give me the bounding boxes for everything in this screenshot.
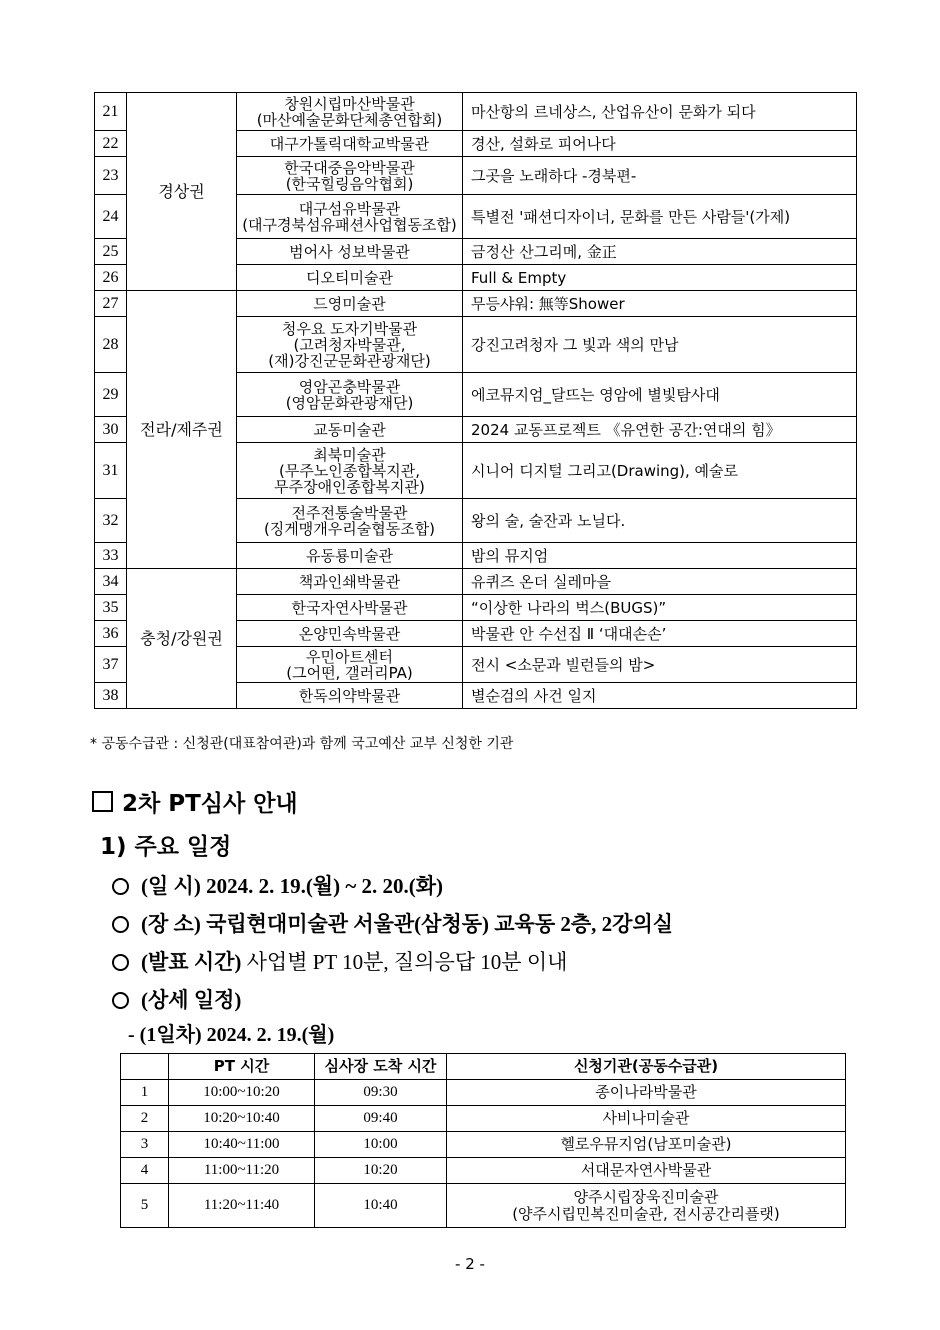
arrival-time: 09:30 bbox=[315, 1080, 447, 1106]
project-cell: 그곳을 노래하다 -경북편- bbox=[463, 157, 857, 195]
applicant-org: 양주시립장욱진미술관 (양주시립민복진미술관, 전시공간리플랫) bbox=[447, 1184, 846, 1228]
project-cell: 전시 <소문과 빌런들의 밤> bbox=[463, 647, 857, 683]
schedule-row bbox=[121, 1080, 846, 1106]
arrival-time: 09:40 bbox=[315, 1106, 447, 1132]
schedule-header-cell: PT 시간 bbox=[169, 1054, 315, 1080]
region-cell: 경상권 bbox=[127, 93, 237, 291]
schedule-number: 5 bbox=[121, 1184, 169, 1228]
table-row bbox=[95, 569, 857, 595]
project-cell: 금정산 산그리메, 金正 bbox=[463, 239, 857, 265]
row-number: 23 bbox=[95, 157, 127, 195]
row-number: 34 bbox=[95, 569, 127, 595]
bullet-location: (장 소) 국립현대미술관 서울관(삼청동) 교육동 2층, 2강의실 bbox=[112, 908, 673, 938]
circle-bullet-icon bbox=[112, 992, 129, 1009]
museum-cell: 유동룡미술관 bbox=[237, 543, 463, 569]
project-cell: 무등샤워: 無等Shower bbox=[463, 291, 857, 317]
checkbox-square-icon bbox=[92, 791, 113, 812]
circle-bullet-icon bbox=[112, 954, 129, 971]
museum-cell: 온양민속박물관 bbox=[237, 621, 463, 647]
row-number: 22 bbox=[95, 131, 127, 157]
museum-cell: 대구섬유박물관 (대구경북섬유패션사업협동조합) bbox=[237, 195, 463, 239]
row-number: 35 bbox=[95, 595, 127, 621]
arrival-time: 10:40 bbox=[315, 1184, 447, 1228]
museum-cell: 교동미술관 bbox=[237, 417, 463, 443]
table-row bbox=[95, 291, 857, 317]
schedule-number: 2 bbox=[121, 1106, 169, 1132]
row-number: 31 bbox=[95, 443, 127, 499]
subsection-title: 1) 주요 일정 bbox=[100, 834, 232, 860]
museum-cell: 책과인쇄박물관 bbox=[237, 569, 463, 595]
project-cell: 에코뮤지엄_달뜨는 영암에 별빛탐사대 bbox=[463, 373, 857, 417]
museum-cell: 범어사 성보박물관 bbox=[237, 239, 463, 265]
project-cell: 별순검의 사건 일지 bbox=[463, 683, 857, 709]
row-number: 32 bbox=[95, 499, 127, 543]
row-number: 29 bbox=[95, 373, 127, 417]
project-cell: 유퀴즈 온더 실레마을 bbox=[463, 569, 857, 595]
museum-cell: 창원시립마산박물관 (마산예술문화단체총연합회) bbox=[237, 93, 463, 131]
schedule-row bbox=[121, 1158, 846, 1184]
museum-cell: 청우요 도자기박물관 (고려청자박물관, (재)강진군문화관광재단) bbox=[237, 317, 463, 373]
project-cell: 특별전 '패션디자이너, 문화를 만든 사람들'(가제) bbox=[463, 195, 857, 239]
pt-time: 11:20~11:40 bbox=[169, 1184, 315, 1228]
museum-cell: 전주전통술박물관 (징게맹개우리술협동조합) bbox=[237, 499, 463, 543]
applicant-org: 사비나미술관 bbox=[447, 1106, 846, 1132]
region-cell: 전라/제주권 bbox=[127, 291, 237, 569]
schedule-row bbox=[121, 1184, 846, 1228]
museum-cell: 한독의약박물관 bbox=[237, 683, 463, 709]
project-cell: 마산항의 르네상스, 산업유산이 문화가 되다 bbox=[463, 93, 857, 131]
day1-label: - (1일차) 2024. 2. 19.(월) bbox=[128, 1024, 335, 1046]
schedule-header-cell bbox=[121, 1054, 169, 1080]
row-number: 28 bbox=[95, 317, 127, 373]
project-cell: “이상한 나라의 벅스(BUGS)” bbox=[463, 595, 857, 621]
region-cell: 충청/강원권 bbox=[127, 569, 237, 709]
row-number: 21 bbox=[95, 93, 127, 131]
museum-cell: 최북미술관 (무주노인종합복지관, 무주장애인종합복지관) bbox=[237, 443, 463, 499]
schedule-row bbox=[121, 1106, 846, 1132]
schedule-header-row bbox=[121, 1054, 846, 1080]
project-cell: 2024 교동프로젝트 《유연한 공간:연대의 힘》 bbox=[463, 417, 857, 443]
row-number: 26 bbox=[95, 265, 127, 291]
arrival-time: 10:00 bbox=[315, 1132, 447, 1158]
museum-cell: 드영미술관 bbox=[237, 291, 463, 317]
schedule-header-cell: 심사장 도착 시간 bbox=[315, 1054, 447, 1080]
schedule-header-cell: 신청기관(공동수급관) bbox=[447, 1054, 846, 1080]
schedule-row bbox=[121, 1132, 846, 1158]
project-cell: 시니어 디지털 그리고(Drawing), 예술로 bbox=[463, 443, 857, 499]
row-number: 27 bbox=[95, 291, 127, 317]
project-cell: Full & Empty bbox=[463, 265, 857, 291]
schedule-number: 3 bbox=[121, 1132, 169, 1158]
row-number: 24 bbox=[95, 195, 127, 239]
museum-cell: 영암곤충박물관 (영암문화관광재단) bbox=[237, 373, 463, 417]
museum-table bbox=[94, 92, 857, 709]
section-heading bbox=[92, 785, 298, 818]
applicant-org: 종이나라박물관 bbox=[447, 1080, 846, 1106]
row-number: 37 bbox=[95, 647, 127, 683]
bullet-detailed-schedule: (상세 일정) bbox=[112, 984, 241, 1014]
museum-cell: 한국자연사박물관 bbox=[237, 595, 463, 621]
pt-time: 11:00~11:20 bbox=[169, 1158, 315, 1184]
applicant-org: 서대문자연사박물관 bbox=[447, 1158, 846, 1184]
row-number: 38 bbox=[95, 683, 127, 709]
schedule-number: 4 bbox=[121, 1158, 169, 1184]
pt-time: 10:00~10:20 bbox=[169, 1080, 315, 1106]
row-number: 33 bbox=[95, 543, 127, 569]
museum-cell: 대구가톨릭대학교박물관 bbox=[237, 131, 463, 157]
bullet-presentation-time: (발표 시간) 사업별 PT 10분, 질의응답 10분 이내 bbox=[112, 946, 567, 976]
applicant-org: 헬로우뮤지엄(남포미술관) bbox=[447, 1132, 846, 1158]
section-title: 2차 PT심사 안내 bbox=[122, 791, 298, 817]
circle-bullet-icon bbox=[112, 878, 129, 895]
project-cell: 경산, 설화로 피어나다 bbox=[463, 131, 857, 157]
footnote: * 공동수급관 : 신청관(대표참여관)과 함께 국고예산 교부 신청한 기관 bbox=[90, 736, 514, 752]
arrival-time: 10:20 bbox=[315, 1158, 447, 1184]
pt-time: 10:40~11:00 bbox=[169, 1132, 315, 1158]
row-number: 25 bbox=[95, 239, 127, 265]
museum-cell: 우민아트센터 (그어떤, 갤러리PA) bbox=[237, 647, 463, 683]
project-cell: 왕의 술, 술잔과 노닐다. bbox=[463, 499, 857, 543]
bullet-datetime: (일 시) 2024. 2. 19.(월) ~ 2. 20.(화) bbox=[112, 870, 443, 900]
project-cell: 밤의 뮤지엄 bbox=[463, 543, 857, 569]
project-cell: 박물관 안 수선집 Ⅱ ‘대대손손’ bbox=[463, 621, 857, 647]
circle-bullet-icon bbox=[112, 916, 129, 933]
schedule-table bbox=[120, 1053, 846, 1228]
pt-time: 10:20~10:40 bbox=[169, 1106, 315, 1132]
row-number: 36 bbox=[95, 621, 127, 647]
museum-cell: 한국대중음악박물관 (한국힐링음악협회) bbox=[237, 157, 463, 195]
project-cell: 강진고려청자 그 빛과 색의 만남 bbox=[463, 317, 857, 373]
page-number: - 2 - bbox=[455, 1255, 485, 1273]
table-row bbox=[95, 93, 857, 131]
row-number: 30 bbox=[95, 417, 127, 443]
museum-cell: 디오티미술관 bbox=[237, 265, 463, 291]
schedule-number: 1 bbox=[121, 1080, 169, 1106]
